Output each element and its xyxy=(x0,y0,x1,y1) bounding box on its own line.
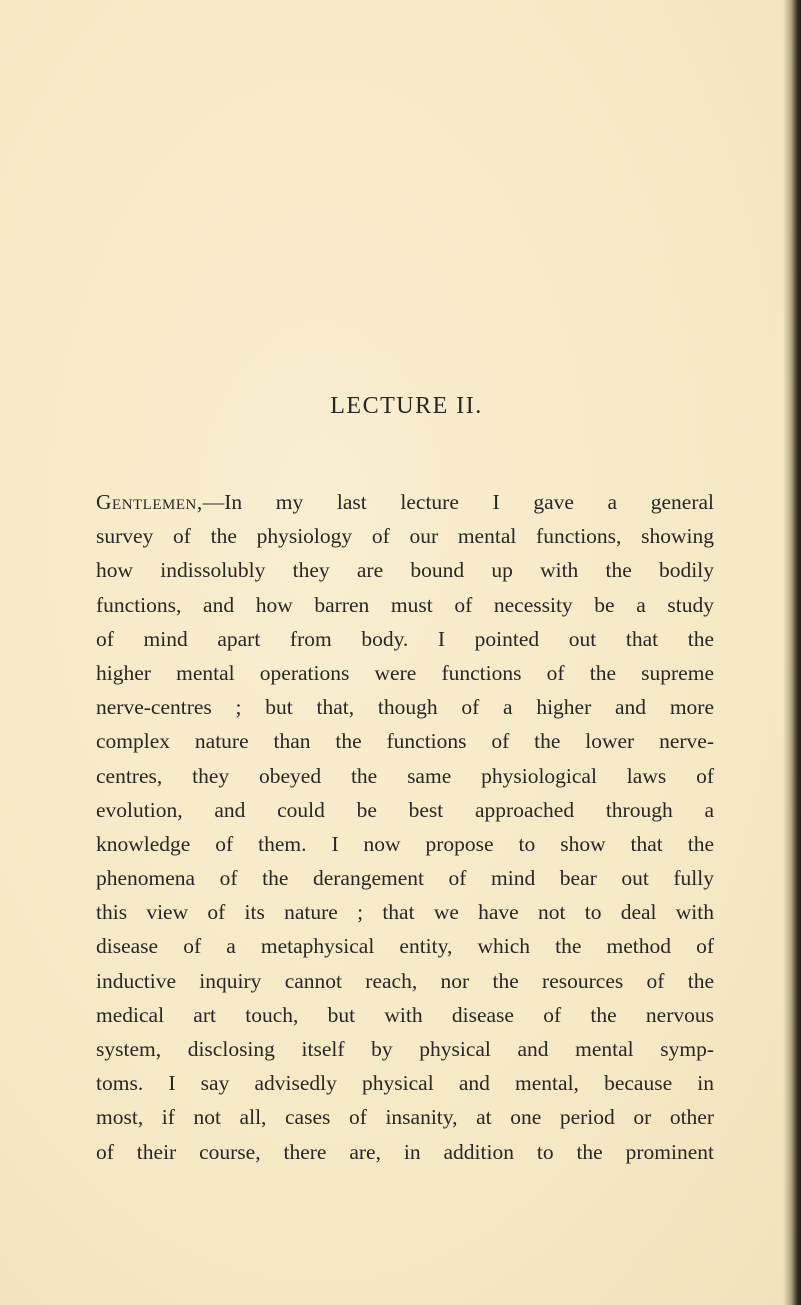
text-line: disease of a metaphysical entity, which the method of xyxy=(96,934,714,959)
text-line: medical art touch, but with disease of the nervous xyxy=(96,1002,714,1027)
text-line: nerve-centres ; but that, though of a higher and more xyxy=(96,695,714,720)
body-text xyxy=(96,485,714,1169)
text-line: higher mental operations were functions of the supreme xyxy=(96,660,714,685)
text-line: functions, and how barren must of necessity be a study xyxy=(96,592,714,617)
text-line: evolution, and could be best approached through a xyxy=(96,797,714,822)
page-edge-shadow xyxy=(783,0,801,1305)
text-line: centres, they obeyed the same physiological laws of xyxy=(96,763,714,788)
text-line: toms. I say advisedly physical and mental, because in xyxy=(96,1071,714,1096)
salutation: Gentlemen, xyxy=(96,490,203,514)
lecture-heading: LECTURE II. xyxy=(330,393,483,419)
text-line: phenomena of the derangement of mind bear out fully xyxy=(96,866,714,891)
text-line: of mind apart from body. I pointed out that the xyxy=(96,626,714,651)
text-line: inductive inquiry cannot reach, nor the resources of the xyxy=(96,968,714,993)
text-line: system, disclosing itself by physical and mental symp- xyxy=(96,1037,714,1061)
text-line-1 xyxy=(96,485,714,519)
text-line: this view of its nature ; that we have not to deal with xyxy=(96,900,714,925)
text-line: of their course, there are, in addition to the prominent xyxy=(96,1139,714,1164)
text-line: knowledge of them. I now propose to show that the xyxy=(96,831,714,856)
first-line-rest: —In my last lecture I gave a general xyxy=(202,490,714,514)
text-line: complex nature than the functions of the lower nerve- xyxy=(96,729,714,754)
text-line: survey of the physiology of our mental functions, showing xyxy=(96,524,714,549)
text-line: how indissolubly they are bound up with the bodily xyxy=(96,558,714,583)
text-line: most, if not all, cases of insanity, at one period or other xyxy=(96,1105,714,1130)
